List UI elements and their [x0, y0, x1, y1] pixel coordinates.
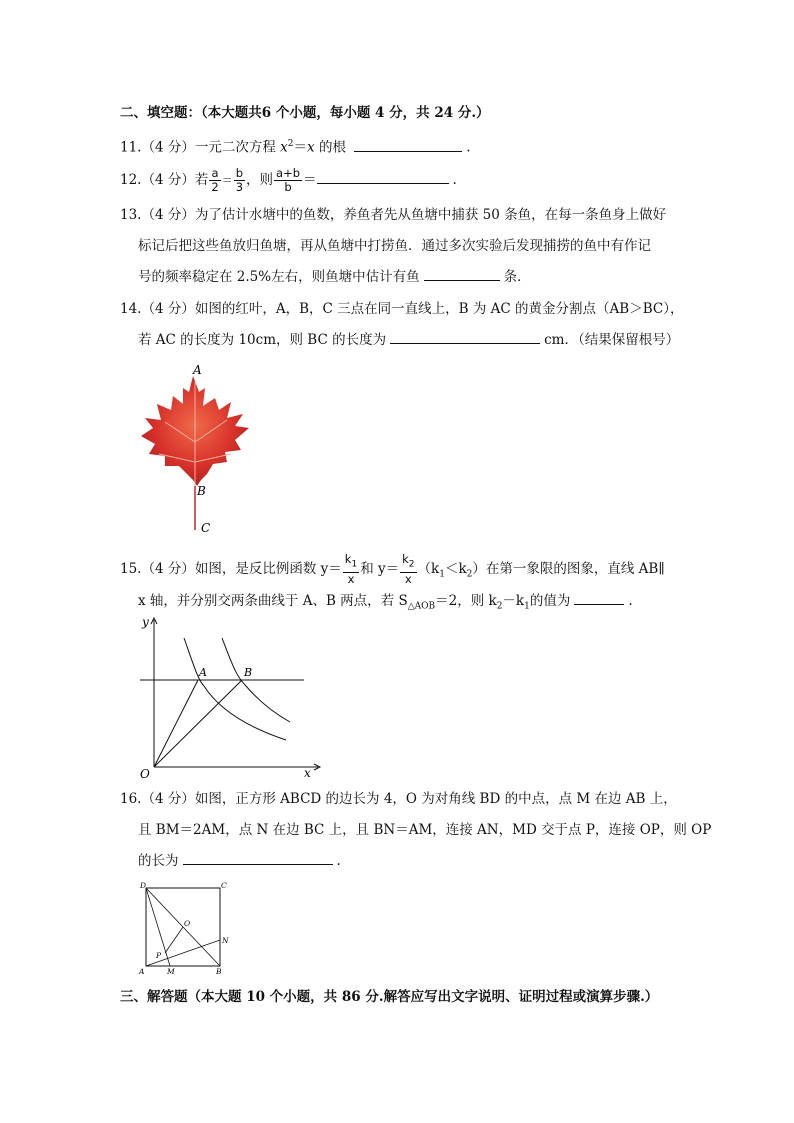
q11-text: 一元二次方程	[194, 139, 281, 156]
label-m: M	[167, 967, 175, 976]
label-o: O	[140, 767, 150, 780]
q11-eq: ＝	[293, 139, 308, 156]
square-figure	[136, 880, 236, 976]
label-o: O	[184, 919, 191, 928]
question-score: （4 分）	[141, 207, 195, 223]
q15-line2c: －k	[502, 593, 525, 609]
label-a: A	[193, 363, 202, 377]
fraction-a-over-2	[209, 167, 220, 194]
q11-exponent: 2	[287, 139, 294, 149]
question-14	[120, 300, 683, 318]
label-y: y	[142, 615, 149, 629]
q13-line3a: 号的频率稳定在 2.5%左右，则鱼塘中估计有鱼	[138, 269, 420, 285]
question-score: （4 分）	[141, 139, 195, 156]
answer-blank[interactable]	[390, 331, 540, 344]
answer-blank[interactable]	[424, 268, 500, 281]
q16-line1: 如图，正方形 ABCD 的边长为 4，O 为对角线 BD 的中点，点 M 在边 AB 上，	[194, 791, 677, 807]
q12-f2-num: b	[234, 167, 245, 181]
question-score: （4 分）	[141, 561, 195, 577]
q14-line2	[138, 331, 679, 349]
q14-line2a: 若 AC 的长度为 10cm，则 BC 的长度为	[138, 332, 387, 348]
q15-text-b: 和 y＝	[360, 561, 400, 577]
k2-k: k	[402, 552, 409, 567]
q12-f3-den: b	[284, 180, 292, 194]
k1-k: k	[344, 552, 352, 567]
q15-text-c: （k	[417, 561, 440, 577]
question-score: （4 分）	[141, 172, 195, 188]
q12-f3-num: a+b	[276, 166, 301, 180]
q12-mid: ，则	[246, 172, 274, 188]
q12-text: 若	[194, 172, 209, 188]
q15-text-d: ）在第一象限的图象，直线 AB∥	[472, 561, 665, 577]
question-score: （4 分）	[141, 791, 195, 807]
label-d: D	[140, 881, 147, 890]
q15-line2b: ＝2，则 k	[435, 593, 497, 609]
q16-line3a: 的长为	[138, 853, 179, 869]
q14-line1: 如图的红叶，A，B，C 三点在同一直线上，B 为 AC 的黄金分割点（AB＞BC），	[194, 301, 684, 317]
q12-eq1: ＝	[221, 174, 233, 187]
fraction-k1-over-x	[343, 553, 359, 585]
question-number: 15.	[120, 561, 142, 577]
question-number: 14.	[120, 301, 142, 317]
question-16	[120, 790, 677, 808]
q15-end: .	[628, 593, 633, 609]
k1-den: x	[347, 571, 355, 586]
question-number: 12.	[120, 172, 142, 188]
question-15	[120, 552, 665, 586]
question-13	[120, 206, 666, 224]
q12-f1-den: 2	[211, 180, 219, 194]
fraction-b-over-3	[234, 167, 245, 194]
k2-sub: 2	[408, 559, 415, 570]
q16-line2: 且 BM＝2AM，点 N 在边 BC 上，且 BN＝AM，连接 AN，MD 交于点 P，连接 OP，则 OP	[138, 822, 712, 838]
answer-blank[interactable]	[574, 592, 624, 605]
q11-var: x	[280, 139, 288, 156]
question-score: （4 分）	[141, 301, 195, 317]
label-b: B	[197, 484, 206, 498]
q13-line3b: 条．	[503, 269, 531, 285]
q16-end: .	[336, 853, 341, 869]
q15-sub1: 1	[439, 569, 445, 580]
label-x: x	[304, 766, 311, 780]
q15-line2-sub1: 1	[524, 601, 530, 612]
q15-lt: ＜k	[444, 561, 467, 577]
q15-sub2: 2	[466, 569, 473, 580]
q12-eq2: ＝	[303, 172, 317, 188]
q13-line1: 为了估计水塘中的鱼数，养鱼者先从鱼塘中捕获 50 条鱼，在每一条鱼身上做好	[194, 207, 667, 223]
q15-line2d: 的值为	[529, 593, 571, 609]
q15-line2-sub2: 2	[496, 601, 503, 612]
label-n: N	[222, 936, 229, 945]
label-a: A	[199, 666, 207, 679]
label-c: C	[201, 521, 211, 534]
section-heading-fill-in: 二、填空题：（本大题共6 个小题，每小题 4 分，共 24 分.）	[120, 105, 490, 121]
fraction-k2-over-x	[400, 553, 416, 585]
q13-line2: 标记后把这些鱼放归鱼塘，再从鱼塘中打捞鱼．通过多次实验后发现捕捞的鱼中有作记	[138, 238, 651, 254]
question-number: 11.	[120, 139, 142, 156]
question-number: 16.	[120, 791, 142, 807]
question-11	[120, 135, 471, 157]
q12-f1-num: a	[209, 167, 220, 181]
curve-k1	[184, 638, 286, 740]
answer-blank[interactable]	[317, 171, 449, 184]
q15-line2a: x 轴，并分别交两条曲线于 A、B 两点，若 S	[138, 593, 408, 609]
q12-end: .	[452, 172, 457, 188]
k2-den: x	[404, 571, 412, 586]
q11-var2: x	[307, 139, 315, 156]
maple-leaf-figure	[135, 362, 255, 534]
fraction-a-plus-b-over-b	[274, 167, 302, 194]
k1-sub: 1	[351, 559, 358, 570]
q16-line3	[138, 852, 341, 870]
q11-end: .	[466, 139, 471, 156]
q14-line2b: cm．（结果保留根号）	[544, 332, 680, 348]
label-b: B	[244, 666, 253, 679]
inverse-function-figure	[136, 614, 326, 780]
label-c: C	[221, 881, 227, 890]
label-p: P	[156, 951, 162, 960]
segment-op	[165, 927, 183, 953]
answer-blank[interactable]	[354, 139, 462, 152]
answer-blank[interactable]	[183, 852, 333, 865]
q15-triangle-sub: △AOB	[407, 601, 436, 612]
label-a: A	[139, 967, 145, 976]
question-number: 13.	[120, 207, 142, 223]
question-12	[120, 166, 457, 194]
label-b: B	[216, 967, 222, 976]
segment-oa	[154, 680, 198, 767]
section-heading-solutions: 三、解答题（本大题 10 个小题，共 86 分.解答应写出文字说明、证明过程或演算步骤.）	[120, 989, 659, 1005]
segment-ob	[154, 680, 242, 767]
q15-text-a: 如图，是反比例函数 y＝	[194, 561, 342, 577]
q12-f2-den: 3	[235, 180, 244, 194]
q13-line3	[138, 268, 531, 286]
q15-line2	[138, 592, 633, 616]
q11-text2: 的根	[314, 139, 346, 156]
